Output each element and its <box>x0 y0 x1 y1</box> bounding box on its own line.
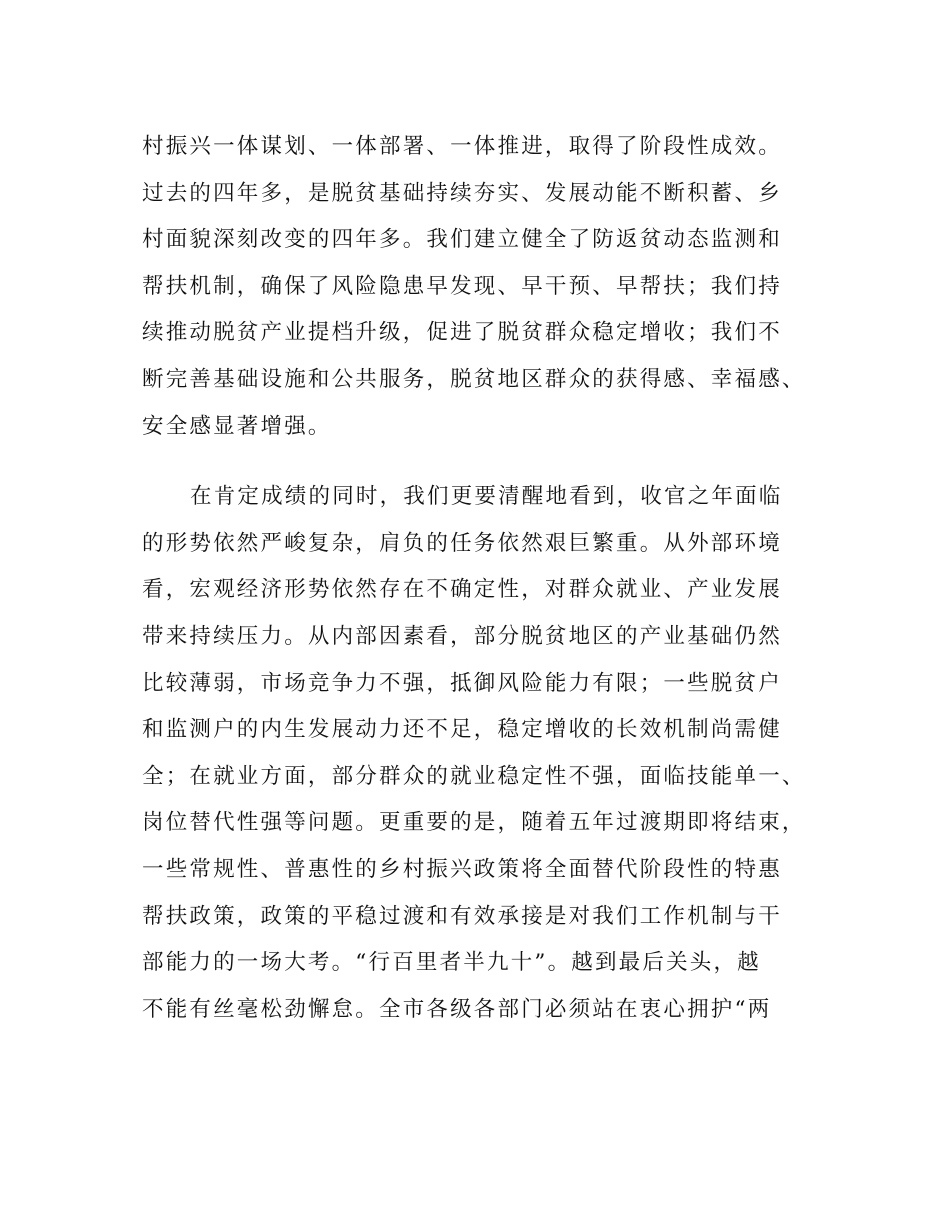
paragraph-2 <box>142 474 832 1033</box>
text-line: 村面貌深刻改变的四年多。我们建立健全了防返贫动态监测和 <box>142 227 782 253</box>
text-line: 一些常规性、普惠性的乡村振兴政策将全面替代阶段性的特惠 <box>142 856 782 882</box>
paragraph-spacer <box>142 450 832 474</box>
text-line: 全；在就业方面，部分群众的就业稳定性不强，面临技能单一、 <box>142 763 806 789</box>
text-line: 比较薄弱，市场竞争力不强，抵御风险能力有限；一些脱贫户 <box>142 670 782 696</box>
text-line: 的形势依然严峻复杂，肩负的任务依然艰巨繁重。从外部环境 <box>142 530 782 556</box>
text-line: 在肯定成绩的同时，我们更要清醒地看到，收官之年面临 <box>190 484 783 510</box>
text-line: 和监测户的内生发展动力还不足，稳定增收的长效机制尚需健 <box>142 717 782 743</box>
text-line: 岗位替代性强等问题。更重要的是，随着五年过渡期即将结束， <box>142 810 806 836</box>
text-line: 村振兴一体谋划、一体部署、一体推进，取得了阶段性成效。 <box>142 134 782 159</box>
text-line: 安全感显著增强。 <box>142 413 332 439</box>
text-line: 看，宏观经济形势依然存在不确定性，对群众就业、产业发展 <box>142 577 782 603</box>
text-line: 断完善基础设施和公共服务，脱贫地区群众的获得感、幸福感、 <box>142 366 806 392</box>
body-text <box>142 124 832 1033</box>
text-line: 帮扶政策，政策的平稳过渡和有效承接是对我们工作机制与干 <box>142 903 782 929</box>
text-line: 帮扶机制，确保了风险隐患早发现、早干预、早帮扶；我们持 <box>142 273 782 299</box>
text-line: 续推动脱贫产业提档升级，促进了脱贫群众稳定增收；我们不 <box>142 320 782 346</box>
text-line: 带来持续压力。从内部因素看，部分脱贫地区的产业基础仍然 <box>142 623 782 649</box>
text-line: 不能有丝毫松劲懈怠。全市各级各部门必须站在衷心拥护“两 <box>142 996 772 1022</box>
text-line: 部能力的一场大考。“行百里者半九十”。越到最后关头，越 <box>142 950 761 976</box>
paragraph-1 <box>142 124 832 450</box>
text-line: 过去的四年多，是脱贫基础持续夯实、发展动能不断积蓄、乡 <box>142 180 782 206</box>
